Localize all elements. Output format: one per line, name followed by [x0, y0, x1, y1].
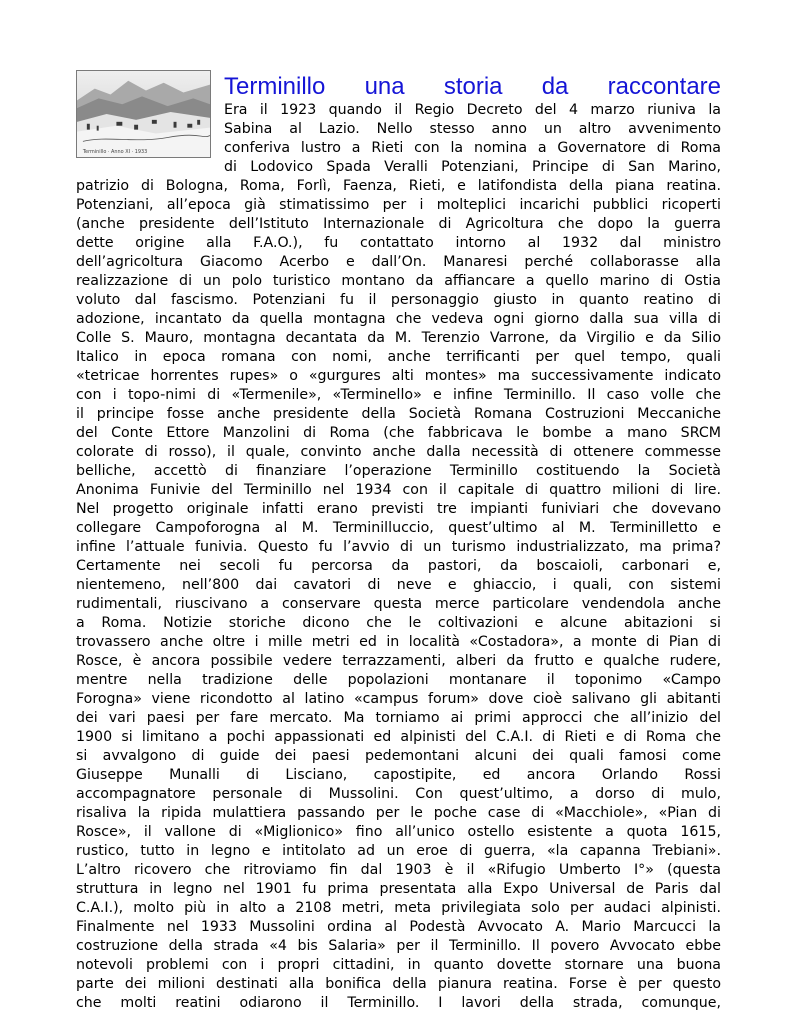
- text-line: collegare Campoforogna al M. Terminilluccio, quest’ultimo al M. Terminilletto e: [76, 520, 721, 536]
- text-line: dette origine alla F.A.O.), fu contattato intorno al 1932 dal ministro: [76, 235, 721, 251]
- photo-image: [77, 71, 210, 157]
- text-line: Nel progetto originale infatti erano previsti tre impianti funiviari che dovevano: [76, 501, 721, 517]
- text-line: infine l’attuale funivia. Questo fu l’avvio di un turismo industrializzato, ma prima?: [76, 539, 721, 555]
- text-line: il principe fosse anche presidente della Società Romana Costruzioni Meccaniche: [76, 406, 721, 422]
- text-line: Potenziani, all’epoca già stimatissimo per i molteplici incarichi pubblici ricoperti: [76, 197, 721, 213]
- text-line: di Lodovico Spada Veralli Potenziani, Principe di San Marino,: [224, 159, 721, 175]
- text-line: a Roma. Notizie storiche dicono che le coltivazioni e alcune abitazioni si: [76, 615, 721, 631]
- text-line: del Conte Ettore Manzolini di Roma (che fabbricava le bombe a mano SRCM: [76, 425, 721, 441]
- text-line: rustico, tutto in legno e intitolato ad un eroe di guerra, «la capanna Trebiani».: [76, 843, 721, 859]
- text-line: patrizio di Bologna, Roma, Forlì, Faenza, Rieti, e latifondista della piana reatina.: [76, 178, 721, 194]
- text-line: adozione, incantato da quella montagna che vedeva ogni giorno dalla sua villa di: [76, 311, 721, 327]
- text-line: struttura in legno nel 1901 fu prima presentata alla Expo Universal de Paris dal: [76, 881, 721, 897]
- text-line: Rosce, è ancora possibile vedere terrazzamenti, alberi da frutto e qualche rudere,: [76, 653, 721, 669]
- text-line: Italico in epoca romana con nomi, anche terrificanti per quel tempo, quali: [76, 349, 721, 365]
- text-line: con i topo-nimi di «Termenile», «Terminello» e infine Terminillo. Il caso volle che: [76, 387, 721, 403]
- text-line: Colle S. Mauro, montagna decantata da M. Terenzio Varrone, da Virgilio e da Silio: [76, 330, 721, 346]
- text-line: dei vari paesi per fare mercato. Ma torniamo ai primi approcci che all’inizio del: [76, 710, 721, 726]
- article-title: Terminillo una storia da raccontare: [224, 73, 721, 100]
- text-line: notevoli problemi con i propri cittadini, in quanto dovette stornare una buona: [76, 957, 721, 973]
- text-line: 1900 si limitano a pochi appassionati ed alpinisti del C.A.I. di Rieti e di Roma che: [76, 729, 721, 745]
- text-line: Era il 1923 quando il Regio Decreto del 4 marzo riuniva la: [224, 102, 721, 118]
- text-line: accompagnatore personale di Mussolini. Con quest’ultimo, a dorso di mulo,: [76, 786, 721, 802]
- photo-caption: Terminillo · Anno XI · 1933: [82, 149, 148, 156]
- text-line: dell’agricoltura Giacomo Acerbo e dall’On. Manaresi perché collaborasse alla: [76, 254, 721, 270]
- text-line: risaliva la ripida mulattiera passando per le poche case di «Macchiole», «Pian di: [76, 805, 721, 821]
- text-line: C.A.I.), molto più in alto a 2108 metri, meta privilegiata solo per audaci alpinisti.: [76, 900, 721, 916]
- text-line: nientemeno, nell’800 dai cavatori di neve e ghiaccio, i quali, con sistemi: [76, 577, 721, 593]
- text-line: «tetricae horrentes rupes» o «gurgures alti montes» ma successivamente indicato: [76, 368, 721, 384]
- text-line: Forogna» viene ricondotto al latino «campus forum» dove cioè salivano gli abitanti: [76, 691, 721, 707]
- text-line: Giuseppe Munalli di Lisciano, capostipite, ed ancora Orlando Rossi: [76, 767, 721, 783]
- text-line: che molti reatini odiarono il Terminillo. I lavori della strada, comunque,: [76, 995, 721, 1011]
- text-line: mentre nella tradizione delle popolazioni montanare il toponimo «Campo: [76, 672, 721, 688]
- text-line: rudimentali, riuscivano a conservare questa merce particolare vendendola anche: [76, 596, 721, 612]
- text-line: si avvalgono di guide dei paesi pedemontani alcuni dei quali famosi come: [76, 748, 721, 764]
- text-line: (anche presidente dell’Istituto Internazionale di Agricoltura che dopo la guerra: [76, 216, 721, 232]
- text-line: belliche, accettò di finanziare l’operazione Terminillo costituendo la Società: [76, 463, 721, 479]
- text-line: Sabina al Lazio. Nello stesso anno un altro avvenimento: [224, 121, 721, 137]
- text-line: Finalmente nel 1933 Mussolini ordina al Podestà Avvocato A. Mario Marcucci la: [76, 919, 721, 935]
- text-line: L’altro ricovero che ritroviamo fin dal 1903 è il «Rifugio Umberto I°» (questa: [76, 862, 721, 878]
- text-line: Certamente nei secoli fu percorsa da pastori, da boscaioli, carbonari e,: [76, 558, 721, 574]
- text-line: colorate di rosso), il quale, convinto anche dalla necessità di ottenere commesse: [76, 444, 721, 460]
- text-line: costruzione della strada «4 bis Salaria» per il Terminillo. Il povero Avvocato ebbe: [76, 938, 721, 954]
- text-line: conferiva lustro a Rieti con la nomina a Governatore di Roma: [224, 140, 721, 156]
- text-line: realizzazione di un polo turistico montano da affiancare a quello marino di Ostia: [76, 273, 721, 289]
- text-line: parte dei milioni destinati alla bonifica della pianura reatina. Forse è per questo: [76, 976, 721, 992]
- text-line: voluto dal fascismo. Potenziani fu il personaggio giusto in quanto reatino di: [76, 292, 721, 308]
- text-line: trovassero anche oltre i mille metri ed in località «Costadora», a monte di Pian di: [76, 634, 721, 650]
- terminillo-photo: [76, 70, 211, 158]
- text-line: Rosce», il vallone di «Miglionico» fino all’unico ostello esistente a quota 1615,: [76, 824, 721, 840]
- text-line: Anonima Funivie del Terminillo nel 1934 con il capitale di quattro milioni di lire.: [76, 482, 721, 498]
